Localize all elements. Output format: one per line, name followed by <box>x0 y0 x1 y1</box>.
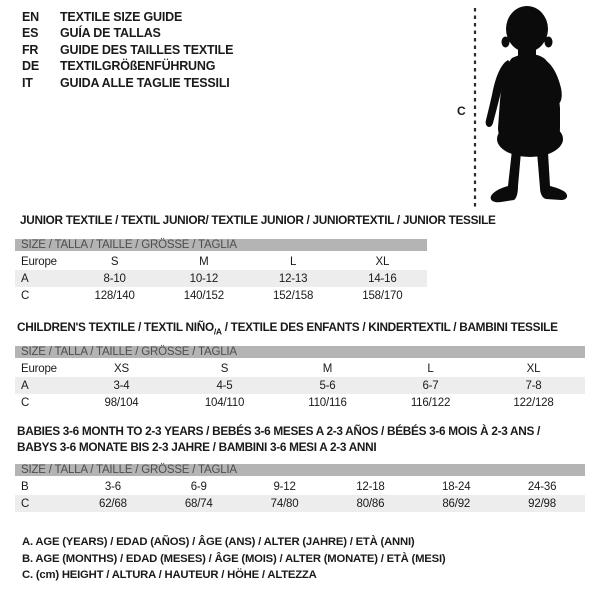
value-cell: 92/98 <box>499 495 585 512</box>
language-title: GUIDA ALLE TAGLIE TESSILI <box>60 75 230 90</box>
row-label: Europe <box>21 255 57 268</box>
table-row-europe <box>15 360 585 377</box>
size-cell: S <box>220 362 229 375</box>
table-row-europe <box>15 253 427 270</box>
children-title-subscript: /A <box>213 326 222 337</box>
language-title-list <box>22 9 233 91</box>
value-cell: 12-18 <box>356 480 385 493</box>
junior-size-table <box>15 239 427 304</box>
row-label: A <box>15 270 70 287</box>
language-code: IT <box>22 75 33 90</box>
baby-silhouette-icon <box>450 0 600 215</box>
value-cell: 86/92 <box>413 495 499 512</box>
row-label: C <box>15 495 70 512</box>
value-cell: 152/158 <box>273 289 314 302</box>
row-label: C <box>21 289 30 302</box>
value-cell: 6-7 <box>379 377 482 394</box>
value-cell: 4-5 <box>173 377 276 394</box>
baby-figure <box>450 0 600 215</box>
value-cell: 9-12 <box>273 480 296 493</box>
language-title: GUÍA DE TALLAS <box>60 26 161 41</box>
value-cell: 10-12 <box>159 270 248 287</box>
size-header-cell: SIZE / TALLA / TAILLE / GRÖSSE / TAGLIA <box>15 239 427 253</box>
height-measure-label: C <box>457 104 466 118</box>
language-row <box>22 9 233 25</box>
footnote-a: A. AGE (YEARS) / EDAD (AÑOS) / ÂGE (ANS) / ALTER (JAHRE) / ETÀ (ANNI) <box>22 536 415 548</box>
table-row-height <box>15 495 585 512</box>
value-cell: 3-4 <box>70 377 173 394</box>
row-label: C <box>21 396 30 409</box>
footnote-c: C. (cm) HEIGHT / ALTURA / HAUTEUR / HÖHE / ALTEZZA <box>22 569 317 582</box>
size-cell: L <box>290 255 297 268</box>
value-cell: 5-6 <box>276 377 379 394</box>
language-title: TEXTILE SIZE GUIDE <box>60 10 183 24</box>
value-cell: 6-9 <box>190 480 207 493</box>
babies-title-line1: BABIES 3-6 MONTH TO 2-3 YEARS / BEBÉS 3-6 MESES A 2-3 AÑOS / BÉBÉS 3-6 MOIS À 2-3 ANS / <box>17 424 541 438</box>
language-title: TEXTILGRÖßENFÜHRUNG <box>60 59 216 74</box>
language-code: DE <box>22 59 39 74</box>
value-cell: 158/170 <box>362 289 403 302</box>
language-code: ES <box>22 26 39 41</box>
size-cell: XL <box>375 255 390 268</box>
value-cell: 8-10 <box>70 270 159 287</box>
size-cell: L <box>427 362 434 375</box>
size-header-cell: SIZE / TALLA / TAILLE / GRÖSSE / TAGLIA <box>15 464 585 478</box>
language-title: GUIDE DES TAILLES TEXTILE <box>60 42 234 57</box>
value-cell: 18-24 <box>442 480 471 493</box>
value-cell: 80/86 <box>327 495 413 512</box>
value-cell: 7-8 <box>482 377 585 394</box>
language-row <box>22 75 233 91</box>
size-header-row <box>15 346 585 360</box>
footnote-b: B. AGE (MONTHS) / EDAD (MESES) / ÂGE (MOIS) / ALTER (MONATE) / ETÀ (MESI) <box>22 552 446 565</box>
value-cell: 122/128 <box>513 396 554 409</box>
value-cell: 140/152 <box>183 289 224 302</box>
language-row <box>22 25 233 41</box>
children-title-suffix: / TEXTILE DES ENFANTS / KINDERTEXTIL / BAMBINI TESSILE <box>221 320 558 334</box>
value-cell: 24-36 <box>527 480 557 493</box>
value-cell: 116/122 <box>410 396 451 409</box>
size-header-row <box>15 239 427 253</box>
babies-title-line2: BABYS 3-6 MONATE BIS 2-3 JAHRE / BAMBINI 3-6 MESI A 2-3 ANNI <box>17 440 377 454</box>
language-code: EN <box>22 10 39 24</box>
children-table-title <box>17 319 558 339</box>
value-cell: 14-16 <box>338 270 427 287</box>
language-row <box>22 58 233 74</box>
row-label: A <box>15 377 70 394</box>
value-cell: 74/80 <box>242 495 328 512</box>
language-row <box>22 42 233 58</box>
children-size-table <box>15 346 585 411</box>
babies-table-title <box>17 423 540 455</box>
table-row-age <box>15 377 585 394</box>
table-row-height <box>15 394 585 411</box>
value-cell: 68/74 <box>156 495 242 512</box>
size-header-row <box>15 464 585 478</box>
footnotes <box>22 534 445 584</box>
size-cell: XS <box>114 362 129 375</box>
row-label: Europe <box>21 362 57 375</box>
value-cell: 110/116 <box>308 396 347 409</box>
junior-table-title: JUNIOR TEXTILE / TEXTIL JUNIOR/ TEXTILE JUNIOR / JUNIORTEXTIL / JUNIOR TESSILE <box>20 213 496 227</box>
value-cell: 98/104 <box>104 396 139 409</box>
table-row-age <box>15 270 427 287</box>
value-cell: 12-13 <box>249 270 338 287</box>
children-title-prefix: CHILDREN'S TEXTILE / TEXTIL NIÑO <box>17 320 214 334</box>
size-cell: S <box>110 255 119 268</box>
value-cell: 3-6 <box>104 480 121 493</box>
table-row-months <box>15 478 585 495</box>
size-cell: XL <box>526 362 541 375</box>
size-header-cell: SIZE / TALLA / TAILLE / GRÖSSE / TAGLIA <box>15 346 585 360</box>
value-cell: 104/110 <box>204 396 245 409</box>
language-code: FR <box>22 42 39 57</box>
value-cell: 128/140 <box>94 289 135 302</box>
size-cell: M <box>322 362 333 375</box>
table-row-height <box>15 287 427 304</box>
size-cell: M <box>199 255 209 268</box>
babies-size-table <box>15 464 585 512</box>
row-label: B <box>21 480 29 493</box>
value-cell: 62/68 <box>70 495 156 512</box>
